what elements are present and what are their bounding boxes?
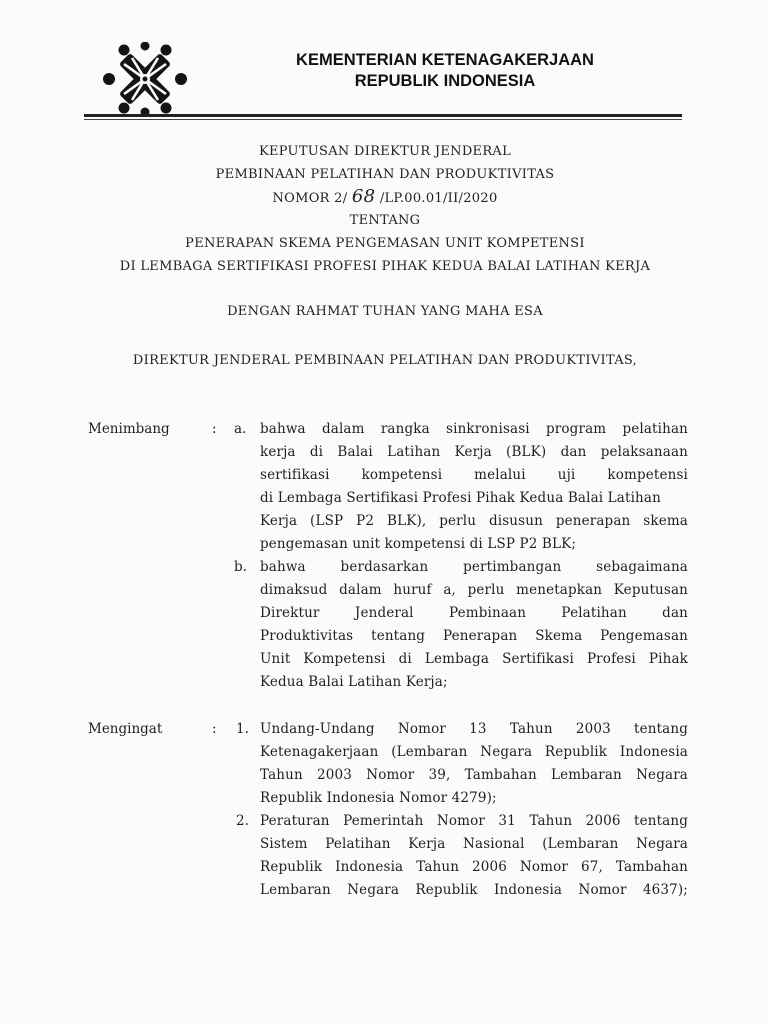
tentang-label: TENTANG [349, 213, 421, 228]
clause-b-line: bahwa berdasarkan pertimbangan sebagaimana [260, 559, 688, 575]
clause-1-line: Ketenagakerjaan (Lembaran Negara Republik Indonesia [260, 744, 688, 760]
clause-a-line: pengemasan unit kompetensi di LSP P2 BLK; [260, 536, 577, 552]
clause-2-line: Peraturan Pemerintah Nomor 31 Tahun 2006 tentang [260, 813, 688, 829]
decree-number-handwritten: 68 [351, 186, 376, 207]
clause-b-line: Produktivitas tentang Penerapan Skema Pengemasan [260, 628, 688, 644]
clause-a-line: bahwa dalam rangka sinkronisasi program pelatihan [260, 421, 688, 437]
ministry-name: KEMENTERIAN KETENAGAKERJAAN [296, 51, 594, 69]
clause-a-line: sertifikasi kompetensi melalui uji kompetensi [260, 467, 688, 483]
clause-b-line: Unit Kompetensi di Lembaga Sertifikasi Profesi Pihak [260, 651, 688, 667]
ministry-country: REPUBLIK INDONESIA [354, 72, 536, 90]
clause-b-line: Direktur Jenderal Pembinaan Pelatihan dan [260, 605, 688, 621]
clause-2-line: Republik Indonesia Tahun 2006 Nomor 67, Tambahan [260, 859, 688, 875]
decree-title: KEPUTUSAN DIREKTUR JENDERAL [258, 144, 512, 159]
clause-2-line: Lembaran Negara Republik Indonesia Nomor 4637); [260, 882, 688, 898]
invocation: DENGAN RAHMAT TUHAN YANG MAHA ESA [227, 304, 543, 319]
clause-a-line: kerja di Balai Latihan Kerja (BLK) dan pelaksanaan [260, 444, 688, 460]
clause-a-line: di Lembaga Sertifikasi Profesi Pihak Kedua Balai Latihan [260, 490, 661, 506]
decree-issuer: PEMBINAAN PELATIHAN DAN PRODUKTIVITAS [215, 167, 555, 182]
mengingat-colon: : [212, 721, 217, 737]
clause-marker-1: 1. [236, 721, 249, 737]
clause-b-line: dimaksud dalam huruf a, perlu menetapkan Keputusan [260, 582, 688, 598]
decree-subject-line-1: PENERAPAN SKEMA PENGEMASAN UNIT KOMPETENSI [185, 236, 585, 251]
clause-marker-a: a. [234, 421, 247, 437]
clause-a-line: Kerja (LSP P2 BLK), perlu disusun penerapan skema [260, 513, 688, 529]
menimbang-label: Menimbang [88, 421, 170, 437]
decree-number-prefix: NOMOR 2/ [272, 191, 348, 206]
clause-b-line: Kedua Balai Latihan Kerja; [260, 674, 448, 690]
ministry-logo [102, 42, 188, 116]
mengingat-label: Mengingat [88, 721, 163, 737]
clause-2-line: Sistem Pelatihan Kerja Nasional (Lembaran Negara [260, 836, 688, 852]
menimbang-colon: : [212, 421, 217, 437]
decree-subject-line-2: DI LEMBAGA SERTIFIKASI PROFESI PIHAK KEDUA BALAI LATIHAN KERJA [119, 259, 651, 274]
header-rule [84, 114, 682, 117]
decree-number [60, 186, 710, 207]
clause-1-line: Undang-Undang Nomor 13 Tahun 2003 tentang [260, 721, 688, 737]
clause-marker-b: b. [234, 559, 247, 575]
clause-marker-2: 2. [236, 813, 249, 829]
clause-1-line: Republik Indonesia Nomor 4279); [260, 790, 497, 806]
official-title: DIREKTUR JENDERAL PEMBINAAN PELATIHAN DAN PRODUKTIVITAS, [132, 353, 638, 368]
decree-number-suffix: /LP.00.01/II/2020 [379, 191, 498, 206]
header-rule-thin [84, 119, 682, 120]
clause-1-line: Tahun 2003 Nomor 39, Tambahan Lembaran Negara [260, 767, 688, 783]
